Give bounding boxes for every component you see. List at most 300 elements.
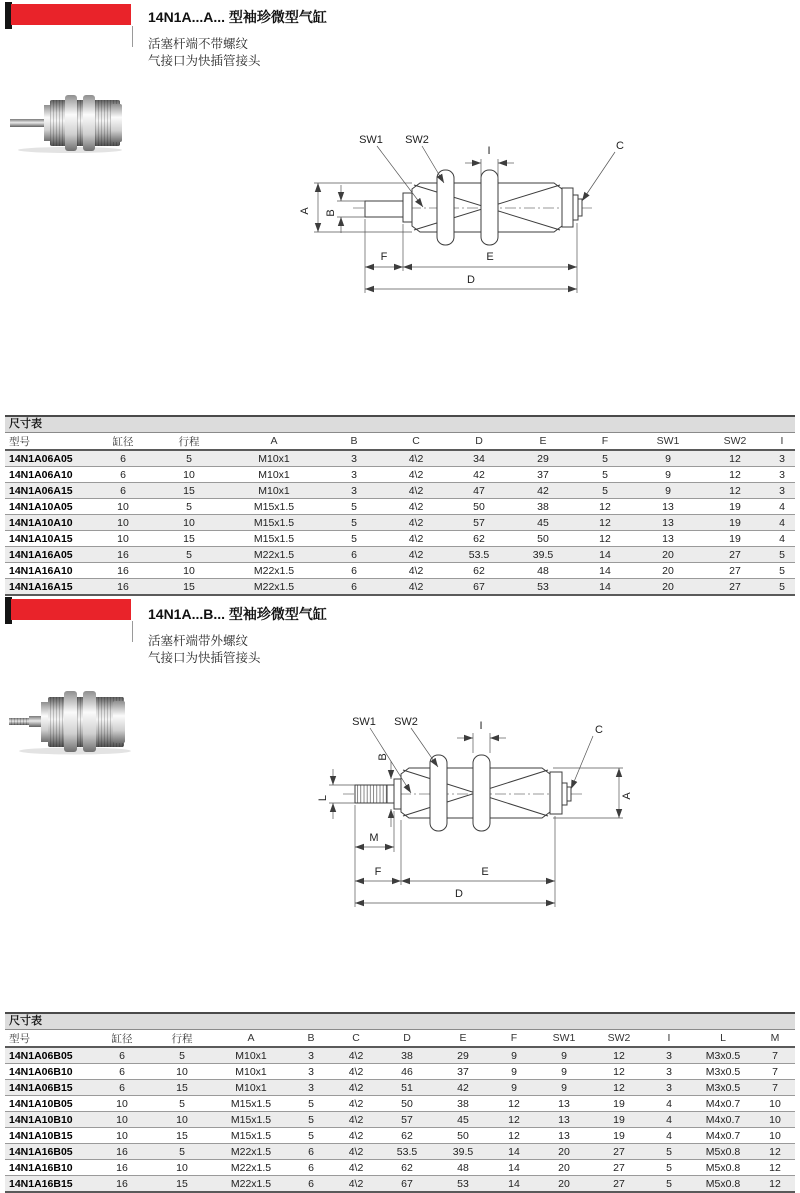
column-header: I (647, 1030, 691, 1047)
column-header: A (213, 1030, 289, 1047)
value-cell: M15x1.5 (225, 531, 323, 547)
value-cell: 3 (323, 483, 385, 499)
value-cell: M5x0.8 (691, 1176, 755, 1193)
value-cell: 38 (379, 1047, 435, 1064)
dim-label-a: A (299, 207, 311, 215)
value-cell: 5 (289, 1096, 333, 1112)
value-cell: 9 (635, 467, 701, 483)
table-row (5, 1064, 795, 1080)
value-cell: 6 (323, 563, 385, 579)
header-row (5, 433, 795, 450)
value-cell: 3 (323, 450, 385, 467)
value-cell: M22x1.5 (225, 563, 323, 579)
value-cell: 3 (769, 467, 795, 483)
fitting-nipple (567, 787, 571, 801)
dim-label-c: C (616, 140, 624, 152)
value-cell: 9 (635, 483, 701, 499)
value-cell: 4 (647, 1096, 691, 1112)
value-cell: 4 (647, 1128, 691, 1144)
value-cell: 4\2 (333, 1144, 379, 1160)
value-cell: 50 (511, 531, 575, 547)
hex-nut-2 (473, 755, 490, 831)
table-row (5, 1160, 795, 1176)
value-cell: 4\2 (385, 579, 447, 596)
value-cell: 4 (769, 515, 795, 531)
value-cell: 13 (537, 1112, 591, 1128)
value-cell: 4\2 (333, 1064, 379, 1080)
value-cell: 39.5 (435, 1144, 491, 1160)
model-cell: 14N1A06B15 (5, 1080, 93, 1096)
value-cell: 42 (511, 483, 575, 499)
table-row (5, 579, 795, 596)
value-cell: 42 (447, 467, 511, 483)
value-cell: 9 (491, 1047, 537, 1064)
value-cell: 6 (289, 1176, 333, 1193)
value-cell: 12 (701, 483, 769, 499)
dim-label-f: F (374, 866, 382, 878)
model-cell: 14N1A06A15 (5, 483, 93, 499)
value-cell: 5 (769, 547, 795, 563)
value-cell: 15 (153, 483, 225, 499)
column-header: A (225, 433, 323, 450)
value-cell: 5 (575, 483, 635, 499)
dim-label-d: D (455, 888, 463, 900)
value-cell: 15 (151, 1080, 213, 1096)
value-cell: 57 (379, 1112, 435, 1128)
value-cell: 62 (379, 1160, 435, 1176)
value-cell: 14 (491, 1176, 537, 1193)
value-cell: 48 (511, 563, 575, 579)
value-cell: 34 (447, 450, 511, 467)
value-cell: 4\2 (333, 1160, 379, 1176)
value-cell: 4\2 (333, 1112, 379, 1128)
value-cell: 12 (591, 1047, 647, 1064)
end-cap (562, 188, 573, 227)
value-cell: 6 (323, 579, 385, 596)
value-cell: 19 (591, 1128, 647, 1144)
table-row (5, 531, 795, 547)
value-cell: 57 (447, 515, 511, 531)
value-cell: 46 (379, 1064, 435, 1080)
dim-label-e: E (486, 251, 494, 263)
value-cell: 12 (755, 1160, 795, 1176)
value-cell: 6 (93, 1064, 151, 1080)
value-cell: 27 (701, 547, 769, 563)
column-header: B (289, 1030, 333, 1047)
value-cell: 5 (153, 499, 225, 515)
end-cap (550, 772, 562, 814)
value-cell: 12 (701, 450, 769, 467)
value-cell: 3 (769, 450, 795, 467)
value-cell: 6 (93, 1080, 151, 1096)
value-cell: M10x1 (213, 1080, 289, 1096)
column-header: M (755, 1030, 795, 1047)
banner-red-bar (11, 4, 131, 25)
value-cell: 10 (151, 1064, 213, 1080)
value-cell: 5 (153, 450, 225, 467)
value-cell: 9 (537, 1080, 591, 1096)
value-cell: 13 (635, 499, 701, 515)
value-cell: 9 (635, 450, 701, 467)
column-header: SW1 (635, 433, 701, 450)
table-row (5, 515, 795, 531)
value-cell: 9 (491, 1064, 537, 1080)
value-cell: 19 (591, 1096, 647, 1112)
value-cell: 4\2 (385, 467, 447, 483)
value-cell: 4\2 (333, 1176, 379, 1193)
value-cell: 12 (575, 531, 635, 547)
piston-rod (365, 201, 403, 217)
value-cell: 5 (153, 547, 225, 563)
value-cell: M15x1.5 (213, 1112, 289, 1128)
dim-label-m: M (369, 832, 379, 844)
model-cell: 14N1A10A05 (5, 499, 93, 515)
value-cell: 15 (151, 1176, 213, 1193)
dim-label-b: B (377, 753, 389, 761)
value-cell: 10 (755, 1128, 795, 1144)
value-cell: 20 (537, 1176, 591, 1193)
value-cell: 29 (435, 1047, 491, 1064)
product-photo-cylinder-b (5, 688, 137, 756)
value-cell: 16 (93, 1160, 151, 1176)
section-title: 14N1A...A... 型袖珍微型气缸 (148, 9, 327, 25)
value-cell: 5 (151, 1096, 213, 1112)
table-row (5, 547, 795, 563)
rod-thread-hatch (356, 786, 387, 803)
section-a (0, 0, 800, 595)
value-cell: 12 (701, 467, 769, 483)
model-cell: 14N1A06B10 (5, 1064, 93, 1080)
dim-label-sw2: SW2 (394, 716, 418, 728)
value-cell: 3 (647, 1080, 691, 1096)
dim-label-d: D (467, 274, 475, 286)
value-cell: 14 (575, 579, 635, 596)
value-cell: 10 (93, 1096, 151, 1112)
value-cell: 12 (491, 1096, 537, 1112)
value-cell: 3 (289, 1064, 333, 1080)
dim-label-sw1: SW1 (352, 716, 376, 728)
fitting-ring (562, 783, 567, 805)
fitting-nipple (578, 199, 582, 216)
value-cell: 14 (575, 547, 635, 563)
value-cell: 5 (769, 563, 795, 579)
value-cell: 15 (151, 1128, 213, 1144)
value-cell: 19 (591, 1112, 647, 1128)
value-cell: 10 (153, 467, 225, 483)
value-cell: 53.5 (447, 547, 511, 563)
value-cell: 16 (93, 547, 153, 563)
value-cell: M10x1 (225, 483, 323, 499)
column-header: B (323, 433, 385, 450)
value-cell: 47 (447, 483, 511, 499)
dim-label-c: C (595, 724, 603, 736)
value-cell: 12 (591, 1080, 647, 1096)
dim-label-i: I (479, 720, 483, 732)
table-row (5, 1128, 795, 1144)
hex-nut-1 (437, 170, 454, 245)
technical-drawing-b (293, 705, 688, 945)
table-row (5, 450, 795, 467)
value-cell: 53.5 (379, 1144, 435, 1160)
value-cell: 5 (323, 531, 385, 547)
value-cell: 4 (769, 531, 795, 547)
model-cell: 14N1A10A15 (5, 531, 93, 547)
column-header: C (333, 1030, 379, 1047)
value-cell: 5 (289, 1112, 333, 1128)
value-cell: M3x0.5 (691, 1047, 755, 1064)
table-row (5, 467, 795, 483)
dim-label-b: B (325, 209, 337, 217)
value-cell: 12 (491, 1112, 537, 1128)
column-header: I (769, 433, 795, 450)
value-cell: 38 (511, 499, 575, 515)
value-cell: 27 (701, 579, 769, 596)
value-cell: 20 (635, 547, 701, 563)
value-cell: 27 (591, 1144, 647, 1160)
table-row (5, 499, 795, 515)
value-cell: 20 (537, 1160, 591, 1176)
column-header: D (379, 1030, 435, 1047)
value-cell: 3 (647, 1047, 691, 1064)
value-cell: 10 (755, 1096, 795, 1112)
column-header: 行程 (153, 433, 225, 450)
value-cell: 6 (289, 1144, 333, 1160)
value-cell: 4\2 (385, 483, 447, 499)
value-cell: 27 (591, 1160, 647, 1176)
value-cell: M4x0.7 (691, 1128, 755, 1144)
value-cell: 5 (647, 1144, 691, 1160)
model-cell: 14N1A16B10 (5, 1160, 93, 1176)
value-cell: 45 (435, 1112, 491, 1128)
value-cell: 15 (153, 531, 225, 547)
value-cell: M15x1.5 (225, 515, 323, 531)
value-cell: 6 (323, 547, 385, 563)
column-header: 行程 (151, 1030, 213, 1047)
dim-label-sw1: SW1 (359, 134, 383, 146)
description-line: 活塞杆端带外螺纹 (148, 634, 249, 648)
value-cell: 12 (575, 499, 635, 515)
value-cell: M10x1 (225, 467, 323, 483)
model-cell: 14N1A06A10 (5, 467, 93, 483)
value-cell: M15x1.5 (225, 499, 323, 515)
column-header: 缸径 (93, 433, 153, 450)
value-cell: M10x1 (225, 450, 323, 467)
value-cell: 6 (289, 1160, 333, 1176)
value-cell: 4\2 (385, 515, 447, 531)
section-description (148, 36, 261, 70)
model-cell: 14N1A10B10 (5, 1112, 93, 1128)
value-cell: M22x1.5 (213, 1176, 289, 1193)
model-cell: 14N1A16A05 (5, 547, 93, 563)
model-cell: 14N1A10A10 (5, 515, 93, 531)
dimension-table-a (5, 433, 795, 596)
model-cell: 14N1A06A05 (5, 450, 93, 467)
value-cell: 4\2 (385, 547, 447, 563)
value-cell: M15x1.5 (213, 1128, 289, 1144)
model-cell: 14N1A16B15 (5, 1176, 93, 1193)
value-cell: 13 (635, 515, 701, 531)
value-cell: 5 (647, 1176, 691, 1193)
value-cell: 7 (755, 1047, 795, 1064)
value-cell: 12 (755, 1144, 795, 1160)
product-photo-cylinder-a (8, 92, 128, 154)
model-cell: 14N1A10B15 (5, 1128, 93, 1144)
value-cell: 67 (447, 579, 511, 596)
value-cell: 12 (575, 515, 635, 531)
value-cell: 5 (647, 1160, 691, 1176)
value-cell: 50 (435, 1128, 491, 1144)
value-cell: 67 (379, 1176, 435, 1193)
value-cell: 20 (537, 1144, 591, 1160)
value-cell: 5 (323, 499, 385, 515)
value-cell: 13 (537, 1096, 591, 1112)
value-cell: 5 (575, 450, 635, 467)
value-cell: 10 (151, 1160, 213, 1176)
value-cell: 12 (755, 1176, 795, 1193)
value-cell: 20 (635, 579, 701, 596)
value-cell: 19 (701, 515, 769, 531)
column-header: F (491, 1030, 537, 1047)
value-cell: 39.5 (511, 547, 575, 563)
value-cell: 27 (591, 1176, 647, 1193)
value-cell: 7 (755, 1064, 795, 1080)
value-cell: M22x1.5 (225, 547, 323, 563)
value-cell: 10 (93, 499, 153, 515)
value-cell: 13 (635, 531, 701, 547)
value-cell: 53 (511, 579, 575, 596)
value-cell: 10 (93, 1112, 151, 1128)
value-cell: 62 (447, 531, 511, 547)
value-cell: 20 (635, 563, 701, 579)
model-cell: 14N1A16A10 (5, 563, 93, 579)
value-cell: M4x0.7 (691, 1096, 755, 1112)
model-cell: 14N1A16A15 (5, 579, 93, 596)
value-cell: 12 (491, 1128, 537, 1144)
table-row (5, 1144, 795, 1160)
description-line: 气接口为快插管接头 (148, 651, 261, 665)
value-cell: 4 (769, 499, 795, 515)
value-cell: M3x0.5 (691, 1064, 755, 1080)
banner-divider-line (132, 26, 133, 47)
value-cell: 62 (379, 1128, 435, 1144)
value-cell: 15 (153, 579, 225, 596)
value-cell: 50 (447, 499, 511, 515)
column-header: SW2 (701, 433, 769, 450)
value-cell: 14 (575, 563, 635, 579)
value-cell: 5 (575, 467, 635, 483)
value-cell: 19 (701, 499, 769, 515)
value-cell: 37 (435, 1064, 491, 1080)
column-header: L (691, 1030, 755, 1047)
value-cell: 16 (93, 579, 153, 596)
value-cell: M3x0.5 (691, 1080, 755, 1096)
dim-label-l: L (317, 794, 329, 802)
value-cell: 10 (755, 1112, 795, 1128)
column-header: E (435, 1030, 491, 1047)
value-cell: M5x0.8 (691, 1144, 755, 1160)
value-cell: 53 (435, 1176, 491, 1193)
value-cell: 48 (435, 1160, 491, 1176)
value-cell: 45 (511, 515, 575, 531)
value-cell: M10x1 (213, 1064, 289, 1080)
collar (394, 779, 401, 809)
value-cell: 5 (151, 1047, 213, 1064)
table-caption: 尺寸表 (5, 1012, 795, 1030)
column-header: 型号 (5, 1030, 93, 1047)
column-header: SW1 (537, 1030, 591, 1047)
value-cell: 3 (769, 483, 795, 499)
table-row (5, 563, 795, 579)
value-cell: 4\2 (385, 450, 447, 467)
value-cell: 13 (537, 1128, 591, 1144)
value-cell: 4\2 (333, 1128, 379, 1144)
header-row (5, 1030, 795, 1047)
table-caption: 尺寸表 (5, 415, 795, 433)
column-header: E (511, 433, 575, 450)
value-cell: 29 (511, 450, 575, 467)
table-row (5, 1080, 795, 1096)
section-b (0, 595, 800, 1190)
value-cell: 62 (447, 563, 511, 579)
value-cell: 4\2 (333, 1047, 379, 1064)
banner-red-bar (11, 599, 131, 620)
technical-drawing-a (293, 127, 678, 299)
value-cell: 4\2 (333, 1080, 379, 1096)
value-cell: M22x1.5 (213, 1160, 289, 1176)
value-cell: M15x1.5 (213, 1096, 289, 1112)
value-cell: 4\2 (385, 531, 447, 547)
value-cell: M4x0.7 (691, 1112, 755, 1128)
table-row (5, 1047, 795, 1064)
value-cell: 16 (93, 1144, 151, 1160)
column-header: SW2 (591, 1030, 647, 1047)
description-line: 活塞杆端不带螺纹 (148, 37, 249, 51)
value-cell: 5 (289, 1128, 333, 1144)
value-cell: 16 (93, 563, 153, 579)
dim-label-e: E (481, 866, 489, 878)
table-row (5, 1112, 795, 1128)
column-header: 型号 (5, 433, 93, 450)
value-cell: 10 (93, 515, 153, 531)
table-row (5, 1096, 795, 1112)
value-cell: 19 (701, 531, 769, 547)
value-cell: 42 (435, 1080, 491, 1096)
dim-label-a: A (621, 792, 633, 800)
table-row (5, 483, 795, 499)
collar (403, 193, 412, 222)
section-description (148, 633, 261, 667)
value-cell: 50 (379, 1096, 435, 1112)
value-cell: 51 (379, 1080, 435, 1096)
value-cell: 10 (153, 515, 225, 531)
dim-label-i: I (487, 145, 491, 157)
rod-neck (387, 785, 394, 803)
value-cell: 16 (93, 1176, 151, 1193)
table-row (5, 1176, 795, 1193)
hex-nut-1 (430, 755, 447, 831)
value-cell: M22x1.5 (225, 579, 323, 596)
dim-label-f: F (380, 251, 388, 263)
description-line: 气接口为快插管接头 (148, 54, 261, 68)
value-cell: 10 (151, 1112, 213, 1128)
value-cell: 6 (93, 467, 153, 483)
column-header: F (575, 433, 635, 450)
value-cell: 37 (511, 467, 575, 483)
value-cell: 12 (591, 1064, 647, 1080)
value-cell: 5 (323, 515, 385, 531)
value-cell: 4 (647, 1112, 691, 1128)
value-cell: 3 (289, 1047, 333, 1064)
